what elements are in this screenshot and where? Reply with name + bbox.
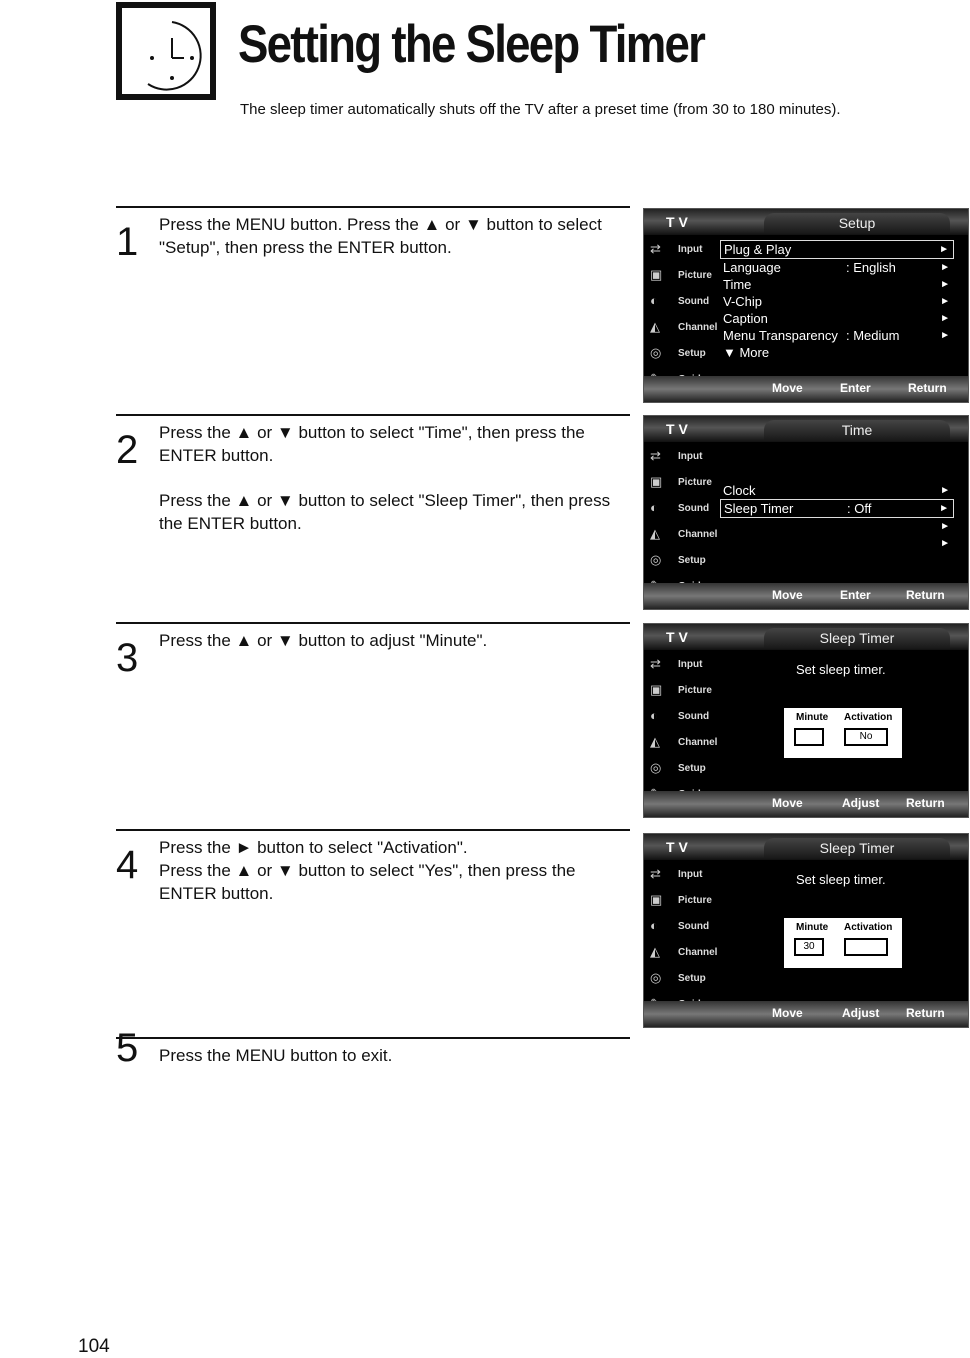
- input-icon: ⇄: [650, 448, 661, 463]
- channel-icon: ◭: [650, 944, 660, 959]
- hint-adjust: Adjust: [842, 1006, 880, 1020]
- menu-item-transparency[interactable]: Menu Transparency : Medium ►: [723, 328, 950, 343]
- clock-icon: [116, 2, 216, 100]
- sound-icon: ◐: [650, 918, 658, 933]
- step-instructions: [159, 213, 629, 281]
- nav-item-sound[interactable]: ◐ Sound: [650, 708, 710, 723]
- nav-item-setup[interactable]: ◎ Setup: [650, 760, 706, 775]
- screen-title-bar: [644, 624, 968, 650]
- step-number: 5: [116, 1026, 139, 1070]
- menu-item-blank: ►: [940, 538, 950, 549]
- hint-return: Return: [908, 381, 947, 395]
- menu-item-sleep-timer[interactable]: Sleep Timer : Off ►: [720, 499, 954, 518]
- page-number: 104: [78, 1336, 110, 1357]
- hint-return: Return: [906, 796, 945, 810]
- input-icon: ⇄: [650, 866, 661, 881]
- sleep-timer-box: [784, 918, 902, 968]
- nav-item-channel[interactable]: ◭ Channel: [650, 526, 718, 541]
- tv-nav: [648, 446, 718, 602]
- minute-field[interactable]: 30: [794, 938, 824, 956]
- time-menu: [720, 482, 954, 552]
- step-instructions: [159, 421, 629, 557]
- step-paragraph: Press the ▲ or ▼ button to select "Yes", then press the ENTER button.: [159, 861, 576, 903]
- tv-nav: [648, 239, 718, 395]
- step-number: 1: [116, 220, 139, 264]
- hint-move: Move: [772, 588, 803, 602]
- setup-icon: ◎: [650, 970, 662, 985]
- activation-label: Activation: [844, 922, 893, 933]
- menu-title: Sleep Timer: [764, 838, 950, 858]
- sound-icon: ◐: [650, 500, 658, 515]
- menu-item-caption[interactable]: Caption ►: [723, 311, 950, 326]
- picture-icon: ▣: [650, 267, 663, 282]
- menu-item-clock[interactable]: Clock ►: [723, 483, 950, 498]
- menu-item-blank: ►: [940, 521, 950, 532]
- tv-label: T V: [666, 214, 688, 230]
- tv-screen-time: [643, 415, 969, 610]
- nav-item-channel[interactable]: ◭ Channel: [650, 319, 718, 334]
- step-paragraph: Press the MENU button. Press the ▲ or ▼ button to select "Setup", then press the ENTER button.: [159, 215, 602, 257]
- step-paragraph: Press the ▲ or ▼ button to select "Time", then press the ENTER button.: [159, 423, 585, 465]
- menu-item-plug-play[interactable]: Plug & Play ►: [720, 240, 954, 259]
- setup-icon: ◎: [650, 760, 662, 775]
- menu-item-v-chip[interactable]: V-Chip ►: [723, 294, 950, 309]
- nav-item-setup[interactable]: ◎ Setup: [650, 552, 706, 567]
- hint-return: Return: [906, 1006, 945, 1020]
- tv-label: T V: [666, 421, 688, 437]
- sleep-timer-box: [784, 708, 902, 758]
- nav-item-channel[interactable]: ◭ Channel: [650, 734, 718, 749]
- nav-item-picture[interactable]: ▣ Picture: [650, 474, 712, 489]
- step-divider: [116, 1037, 630, 1039]
- channel-icon: ◭: [650, 319, 660, 334]
- step-number: 4: [116, 843, 139, 887]
- picture-icon: ▣: [650, 682, 663, 697]
- activation-field[interactable]: No: [844, 728, 888, 746]
- menu-title: Time: [764, 420, 950, 440]
- nav-item-setup[interactable]: ◎ Setup: [650, 345, 706, 360]
- tv-screen-sleep-timer: [643, 833, 969, 1028]
- nav-item-sound[interactable]: ◐ Sound: [650, 500, 710, 515]
- tv-nav: [648, 654, 718, 810]
- page-subtitle: The sleep timer automatically shuts off the TV after a preset time (from 30 to 180 minutes).: [240, 101, 841, 118]
- step-paragraph: Press the MENU button to exit.: [159, 1046, 393, 1065]
- menu-item-more[interactable]: ▼ More: [723, 345, 770, 360]
- hint-move: Move: [772, 381, 803, 395]
- step-instructions: [159, 629, 629, 674]
- nav-item-input[interactable]: ⇄ Input: [650, 866, 703, 881]
- activation-label: Activation: [844, 712, 893, 723]
- nav-item-picture[interactable]: ▣ Picture: [650, 892, 712, 907]
- tv-label: T V: [666, 629, 688, 645]
- hint-bar: [644, 583, 968, 609]
- nav-item-sound[interactable]: ◐ Sound: [650, 293, 710, 308]
- menu-title: Sleep Timer: [764, 628, 950, 648]
- minute-label: Minute: [796, 712, 829, 723]
- step-divider: [116, 829, 630, 831]
- sleep-message: Set sleep timer.: [796, 662, 886, 677]
- hint-move: Move: [772, 796, 803, 810]
- picture-icon: ▣: [650, 474, 663, 489]
- activation-field[interactable]: [844, 938, 888, 956]
- step-number: 3: [116, 636, 139, 680]
- nav-item-picture[interactable]: ▣ Picture: [650, 267, 712, 282]
- step-divider: [116, 414, 630, 416]
- setup-menu: [720, 240, 954, 361]
- hint-enter: Enter: [840, 588, 871, 602]
- tv-screen-setup: [643, 208, 969, 403]
- step-divider: [116, 206, 630, 208]
- sound-icon: ◐: [650, 708, 658, 723]
- screen-title-bar: [644, 834, 968, 860]
- channel-icon: ◭: [650, 734, 660, 749]
- input-icon: ⇄: [650, 656, 661, 671]
- nav-item-input[interactable]: ⇄ Input: [650, 241, 703, 256]
- menu-item-language[interactable]: Language : English ►: [723, 260, 950, 275]
- sleep-message: Set sleep timer.: [796, 872, 886, 887]
- hint-move: Move: [772, 1006, 803, 1020]
- hint-enter: Enter: [840, 381, 871, 395]
- setup-icon: ◎: [650, 552, 662, 567]
- picture-icon: ▣: [650, 892, 663, 907]
- hint-bar: [644, 791, 968, 817]
- nav-item-input[interactable]: ⇄ Input: [650, 656, 703, 671]
- page-title: Setting the Sleep Timer: [238, 15, 705, 74]
- hint-return: Return: [906, 588, 945, 602]
- minute-label: Minute: [796, 922, 829, 933]
- hint-adjust: Adjust: [842, 796, 880, 810]
- step-paragraph: Press the ▲ or ▼ button to adjust "Minute".: [159, 631, 488, 650]
- step-instructions: [159, 836, 629, 927]
- nav-item-setup[interactable]: ◎ Setup: [650, 970, 706, 985]
- step-paragraph: Press the ► button to select "Activation".: [159, 838, 468, 857]
- minute-field[interactable]: [794, 728, 824, 746]
- nav-item-sound[interactable]: ◐ Sound: [650, 918, 710, 933]
- hint-bar: [644, 1001, 968, 1027]
- hint-bar: [644, 376, 968, 402]
- input-icon: ⇄: [650, 241, 661, 256]
- step-paragraph: Press the ▲ or ▼ button to select "Sleep Timer", then press the ENTER button.: [159, 491, 611, 533]
- setup-icon: ◎: [650, 345, 662, 360]
- sound-icon: ◐: [650, 293, 658, 308]
- step-number: 2: [116, 428, 139, 472]
- step-divider: [116, 622, 630, 624]
- tv-nav: [648, 864, 718, 1020]
- tv-screen-sleep-timer: [643, 623, 969, 818]
- nav-item-input[interactable]: ⇄ Input: [650, 448, 703, 463]
- screen-title-bar: [644, 209, 968, 235]
- nav-item-channel[interactable]: ◭ Channel: [650, 944, 718, 959]
- screen-title-bar: [644, 416, 968, 442]
- channel-icon: ◭: [650, 526, 660, 541]
- menu-title: Setup: [764, 213, 950, 233]
- nav-item-picture[interactable]: ▣ Picture: [650, 682, 712, 697]
- menu-item-time[interactable]: Time ►: [723, 277, 950, 292]
- step-instructions: [159, 1044, 629, 1089]
- tv-label: T V: [666, 839, 688, 855]
